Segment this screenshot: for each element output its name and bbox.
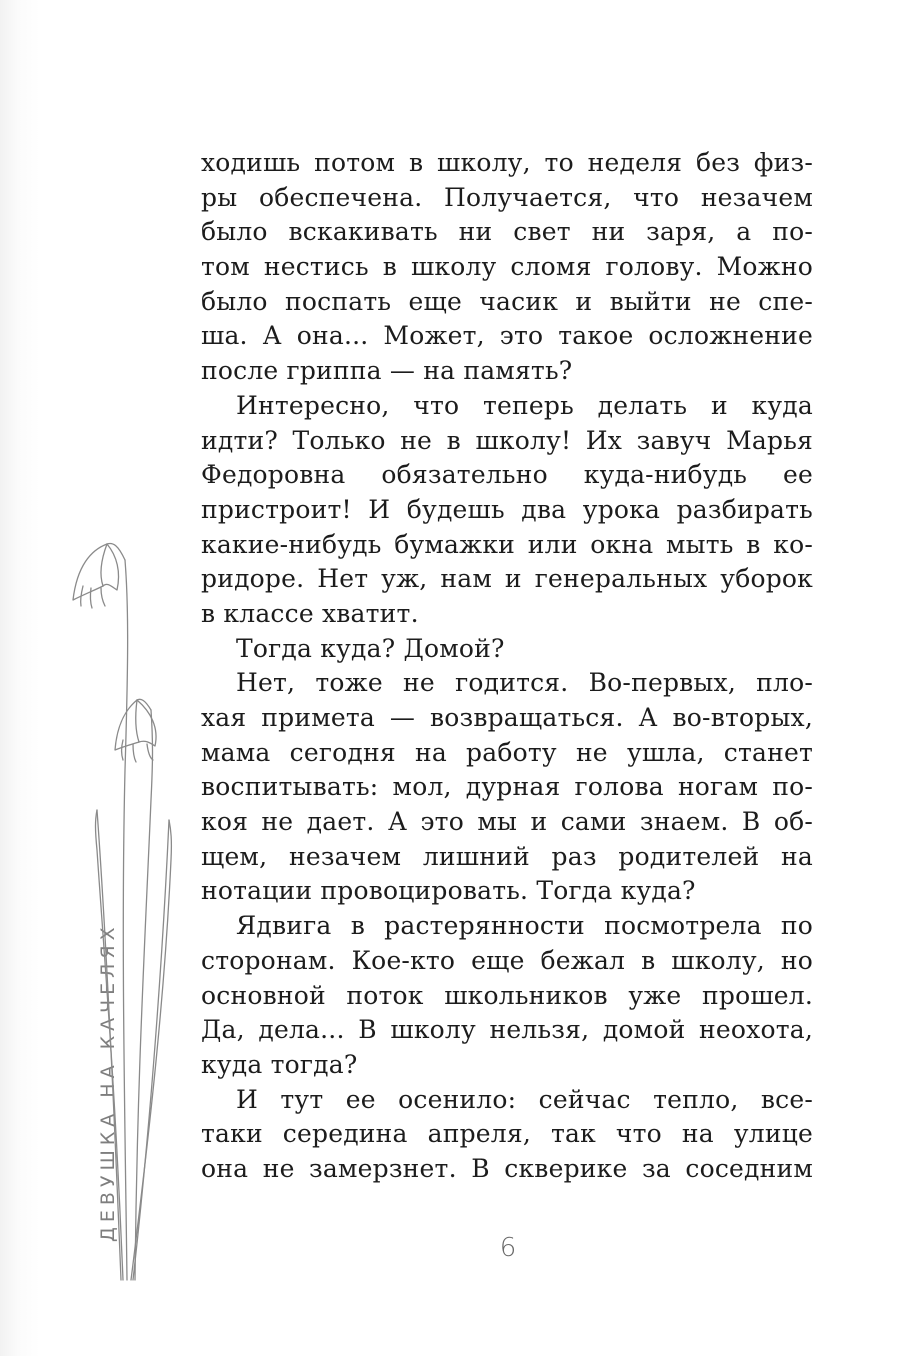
text-line: было вскакивать ни свет ни заря, а по- [201, 217, 813, 247]
text-line: хая примета — возвращаться. А во-вторых, [201, 703, 813, 732]
text-line: Да, дела... В школу нельзя, домой неохота, [201, 1015, 813, 1045]
text-line: воспитывать: мол, дурная голова ногам по- [201, 772, 813, 802]
text-line: было поспать еще часик и выйти не спе- [201, 286, 813, 316]
text-line: ридоре. Нет уж, нам и генеральных уборок [201, 564, 813, 594]
page-number: 6 [499, 1233, 517, 1263]
text-line: таки середина апреля, так что на улице [201, 1119, 813, 1149]
text-line: мама сегодня на работу не ушла, станет [201, 737, 813, 767]
text-line: она не замерзнет. В скверике за соседним [201, 1153, 813, 1183]
text-line: Федоровна обязательно куда-нибудь ее [201, 460, 813, 490]
text-line: после гриппа — на память? [201, 356, 573, 386]
text-line: сторонам. Кое-кто еще бежал в школу, но [201, 945, 813, 975]
text-line: Тогда куда? Домой? [236, 633, 505, 663]
text-line: пристроит! И будешь два урока разбирать [201, 494, 813, 524]
text-line: какие-нибудь бумажки или окна мыть в ко- [201, 529, 813, 559]
snowdrop-flowers-icon [55, 520, 195, 1290]
body-text [201, 146, 813, 1187]
text-line: щем, незачем лишний раз родителей на [201, 841, 813, 871]
text-line: в классе хватит. [201, 598, 419, 628]
text-line: Ядвига в растерянности посмотрела по [236, 911, 813, 941]
text-line: основной поток школьников уже прошел. [201, 980, 813, 1010]
text-line: Интересно, что теперь делать и куда [236, 390, 813, 420]
text-line: Нет, тоже не годится. Во-первых, пло- [236, 668, 813, 698]
text-line: ры обеспечена. Получается, что незачем [201, 182, 813, 212]
text-line: идти? Только не в школу! Их завуч Марья [201, 425, 813, 455]
text-line: коя не дает. А это мы и сами знаем. В об- [201, 807, 813, 837]
text-line: нотации провоцировать. Тогда куда? [201, 876, 696, 906]
text-line: И тут ее осенило: сейчас тепло, все- [236, 1084, 813, 1114]
text-line: ша. А она... Может, это такое осложнение [201, 321, 813, 351]
text-line: куда тогда? [201, 1049, 358, 1079]
running-title: ДЕВУШКА НА КАЧЕЛЯХ [97, 922, 119, 1242]
text-line: ходишь потом в школу, то неделя без физ- [201, 148, 813, 177]
text-line: том нестись в школу сломя голову. Можно [201, 252, 813, 282]
